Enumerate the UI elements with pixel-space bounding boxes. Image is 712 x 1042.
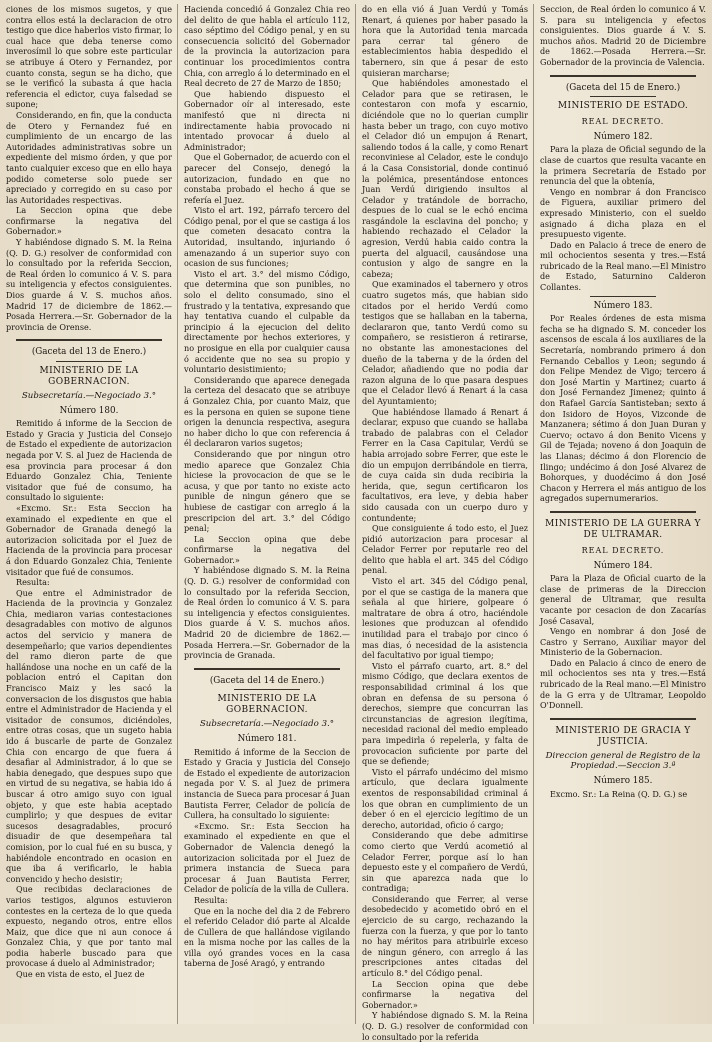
subsection-heading: Subsecretaría.—Negociado 3.°: [21, 391, 157, 401]
paragraph: Visto el párrafo cuarto, art. 8.° del mismo Código, que declara exentos de responsabilidad criminal á los que obran en defensa de su persona ó derechos, siempre que concurran las circunstancias de agresion ilegítima, necesidad racional del medio empleado para impedirla ó repelerla, y falta de provocacion suficiente por parte del que se defiende;: [362, 660, 528, 767]
subsection-heading: Subsecretaría.—Negociado 3.°: [199, 719, 335, 730]
gaceta-date: (Gaceta del 15 de Enero.): [565, 82, 681, 93]
column-1: [6, 4, 178, 1024]
paragraph: Que habiendo dispuesto el Gobernador oír al interesado, este manifestó que ni directa ni indirectamente habia provocado ni intentado provocar á duelo al Administrador;: [184, 88, 350, 152]
paragraph: Visto el art. 3.° del mismo Código, que determina que son punibles, no solo el delito consumado, sino el frustrado y la tentativa, expresando que hay tentativa cuando el culpable da principio á la ejecucion del delito directamente por hechos exteriores, y no prosigue en ella por cualquier causa ó accidente que no sea su propio y voluntario desistimiento;: [184, 268, 350, 375]
paragraph: Que consiguiente á todo esto, el Juez pidió autorizacion para procesar al Celador Ferrer por reputarle reo del delito que habla el art. 345 del Código penal.: [362, 523, 528, 576]
paragraph: Considerando que aparece denegada la certeza del desacato que se atribuye á Gonzalez Chia, por cuanto Maiz, que es la persona en quien se supone tiene origen la denuncia respectiva, asegura no haber dicho lo que con referencia á él declararon varios sugetos;: [184, 374, 350, 449]
paragraph: Seccion, de Real órden lo comunico á V. S. para su inteligencia y efectos consiguientes. Dios guarde á V. S. muchos años. Madrid 20 de Diciembre de 1862.—Posada Herrera.—Sr. Gobernador de la provincia de Valencia.: [540, 4, 706, 67]
paragraph: «Excmo. Sr.: Esta Seccion ha examinado el expediente en que el Gobernador de Granada denegó la autorizacion solicitada por el Juez de Hacienda de la provincia para procesar á don Eduardo Gonzalez Chia, Teniente visitador que fué de consumos.: [6, 502, 172, 577]
ministry-heading: MINISTERIO DE LA GOBERNACION.: [217, 694, 317, 716]
paragraph: Visto el párrafo undécimo del mismo artículo, que declara igualmente exentos de responsabilidad criminal á los que obran en cumplimiento de un deber ó en el ejercicio legítimo de un derecho, autoridad, oficio ó cargo;: [362, 766, 528, 830]
paragraph: Que en vista de esto, el Juez de: [16, 969, 145, 980]
paragraph: Que entre el Administrador de Hacienda de la provincia y Gonzalez Chia, mediaron varias contestaciones desagradables con motivo de algunos actos del servicio y manera de desempeñarlo; que varios dependientes del ramo dieron parte de que hallándose una noche en un café de la poblacion entró el Capitan don Francisco Maiz y les sacó la conversacion de los disgustos que habia entre el Administrador de Hacienda y el visitador de consumos, diciéndoles, entre otras cosas, que un sugeto habia ido á buscarle de parte de Gonzalez Chia con encargo de que fuera á desafiar al Administrador, á lo que se habia denegado, que despues supo que en virtud de su negativa, se habia ido á buscar á otro amigo suyo con igual objeto, y que este habia aceptado cumplirlo; y que despues de evitar sucesos desagradables, procuró disuadir de que desempeñara tal comision, por lo cual fué en su busca, y habiéndole encontrado en ocasion en que iba á verificarlo, le habia convencido y hecho desistir;: [6, 587, 172, 884]
gaceta-date: (Gaceta del 14 de Enero.): [209, 675, 325, 686]
subsection-heading: Direccion general de Registro de la Propiedad.—Seccion 3.ª: [545, 750, 701, 772]
paragraph: Hacienda concedió á Gonzalez Chia reo del delito de que habla el artículo 112, caso séptimo del Código penal, y en su consecuencia solicitó del Gobernador de la provincia la autorizacion para continuar los procedimientos contra Chia, con arreglo á lo determinado en el Real decreto de 27 de Marzo de 1850;: [184, 4, 350, 89]
section-divider: [16, 339, 162, 341]
column-3: [362, 4, 534, 1042]
paragraph: Que examinados el tabernero y otros cuatro sugetos más, que habian sido citados por el herido Verdú como testigos que se hallaban en la taberna, declararon que, tanto Verdú como su compañero, se resistieron á retirarse, no obstante las amonestaciones del dueño de la taberna y de la órden del Celador, añadiendo que no podia dar razon alguna de lo que pasara despues que el Celador llevó á Renart á la casa del Ayuntamiento;: [362, 279, 528, 406]
decree-heading: REAL DECRETO.: [581, 117, 665, 127]
column-4: [540, 4, 706, 1024]
section-divider: [550, 718, 696, 720]
number-heading: Número 180.: [59, 405, 119, 416]
number-heading: Número 185.: [593, 776, 653, 787]
paragraph: Por Reales órdenes de esta misma fecha se ha dignado S. M. conceder los ascensos de escala á los auxiliares de la Secretaría, nombrando primero á don Fernando Ceballos y Leon; segundo á don Felipe Mendez de Vigo; tercero á don José Martin y Martinez; cuarto á don José Fernandez Jimenez; quinto á don Rafael García Santisteban; sexto á don Isidoro de Hoyos, Vizconde de Manzanera; sétimo á don Juan Duran y Cuervo; octavo á don Benito Vicens y Gil de Tejada; noveno á don Joaquin de las Llanas; décimo á don Florencio de Ilingo; undécimo á don José Alvarez de Bohorques, y duodécimo á don José Chacon y Herrera el más antiguo de los agregados supernumerarios.: [540, 313, 706, 504]
paragraph: Para la Plaza de Oficial cuarto de la clase de primeras de la Direccion general de Ultramar, que resulta vacante por cesacion de don Zacarías José Casaval,: [540, 573, 706, 626]
paragraph: Remitido á informe de la Seccion de Estado y Gracia y Justicia del Consejo de Estado el expediente de autorizacion negada por V. S. al Juez de Hacienda de esa provincia para procesar á don Eduardo Gonzalez Chia, Teniente visitador que fué de consumo, ha consultado lo siguiente:: [6, 418, 172, 503]
paragraph: Y habiéndose dignado S. M. la Reina (Q. D. G.) resolver de conformidad con lo consultado por la referida: [362, 1010, 528, 1042]
paragraph: Visto el art. 345 del Código penal, por el que se castiga de la manera que señala al que hiriere, golpeare ó maltratare de obra á otro, haciéndole lesiones que produzcan al ofendido inutilidad para el trabajo por cinco ó mas dias, ó necesidad de la asistencia del facultativo por igual tiempo;: [362, 576, 528, 661]
number-heading: Número 183.: [593, 300, 653, 311]
paragraph: Dado en Palacio á trece de enero de mil ochocientos sesenta y tres.—Está rubricado de la Real mano.—El Ministro de Estado, Saturnino Calderon Collantes.: [540, 239, 706, 293]
paragraph: Considerando, en fin, que la conducta de Otero y Fernandez fué en cumplimiento de un encargo de las Autoridades administrativas sobre un expediente del mismo órden, y que por tanto cualquier exceso que en ello haya podido cometerse solo puede ser apreciado y corregido en su caso por las Autoridades respectivas.: [6, 109, 172, 205]
paragraph: Que recibidas declaraciones de varios testigos, algunos estuvieron contestes en la certeza de lo que queda expuesto, negando otros, entre ellos Maiz, que dice que ni aun conoce á Gonzalez Chia, y que por tanto mal podia haberle buscado para que provocase á duelo al Administrador;: [6, 884, 172, 969]
paragraph: Vengo en nombrar á don José de Castro y Serrano, Auxiliar mayor del Ministerio de la Gobernacion.: [540, 626, 706, 658]
paragraph: La Seccion opina que debe confirmarse la negativa del Gobernador.»: [362, 978, 528, 1010]
paragraph: La Seccion opina que debe confirmarse la negativa del Gobernador.»: [6, 205, 172, 237]
ministry-heading: MINISTERIO DE LA GUERRA Y DE ULTRAMAR.: [545, 518, 701, 540]
paragraph: Que habiéndoles amonestado el Celador para que se retirasen, le contestaron con mofa y escarnio, diciéndole que no lo querian cumplir hasta beber un trago, con cuyo motivo el Celador dió un empujon á Renart, saliendo todos á la calle, y como Renart reconviniese al Celador, este le condujo á la Casa Consistorial, donde continuó la polémica, presentándose entonces Juan Verdú dirigiendo insultos al Celador y tratándole de borracho, despues de lo cual se le echó encima rasgándole la esclavina del poncho; y habiendo rechazado el Celador la agresion, Verdú habia caido contra la puerta del alguacil, causándose una contusion y algo de sangre en la cabeza;: [362, 78, 528, 279]
number-heading: Número 182.: [593, 131, 653, 142]
paragraph: Y habiéndose dignado S. M. la Reina (Q. D. G.) resolver de conformidad con lo consultado por la referida Seccion, de Real órden lo comunico á V. S. para su inteligencia y efectos consiguientes. Dios guarde á V. S. muchos años. Madrid 17 de diciembre de 1862.—Posada Herrera.—Sr. Gobernador de la provincia de Orense.: [6, 237, 172, 332]
resulta-label: Resulta:: [16, 577, 50, 588]
resulta-label: Resulta:: [194, 894, 228, 905]
ministry-heading: MINISTERIO DE GRACIA Y JUSTICIA.: [555, 725, 691, 747]
paragraph: do en ella vió á Juan Verdú y Tomás Renart, á quienes por haber pasado la hora que la Autoridad tenia marcada para cerrar tal género de establecimientos habia despedido el tabernero, sin que á pesar de esto quisieran marcharse;: [362, 4, 528, 78]
number-heading: Número 181.: [237, 734, 297, 744]
paragraph: Que en la noche del dia 2 de Febrero el referido Celador dió parte al Alcalde de Cullera de que hallándose vigilando en la misma noche por las calles de la villa oyó grandes voces en la casa taberna de José Aragó, y entrando: [184, 905, 350, 969]
paragraph: Considerando que por ningun otro medio aparece que Gonzalez Chia hiciese la provocacion de que se le acusa, y que por tanto no existe acto punible de ningun género que se hubiese de castigar con arreglo á la prescripcion del art. 3.° del Código penal;: [184, 448, 350, 534]
paragraph: Que el Gobernador, de acuerdo con el parecer del Consejo, denegó la autorizacion, fundado en que no constaba probado el hecho á que se refería el Juez.: [184, 152, 350, 205]
paragraph: Vengo en nombrar á don Francisco de Figuera, auxiliar primero del expresado Ministerio, con el sueldo asignado á dicha plaza en el presupuesto vigente.: [540, 186, 706, 240]
gaceta-date: (Gaceta del 13 de Enero.): [31, 347, 147, 358]
paragraph: Y habiéndose dignado S. M. la Reina (Q. D. G.) resolver de conformidad con lo consultado por la referida Seccion, de Real órden lo comunico á V. S. para su inteligencia y efectos consiguientes. Dios guarde á V. S. muchos años. Madrid 20 de diciembre de 1862.—Posada Herrera.—Sr. Gobernador de la provincia de Granada.: [184, 565, 350, 661]
paragraph: Excmo. Sr.: La Reina (Q. D. G.) se: [550, 788, 688, 799]
divider: [590, 96, 656, 97]
paragraph: Considerando que debe admitirse como cierto que Verdú acometió al Celador Ferrer, porque así lo han depuesto este y el compañero de Verdú, sin que aparezca nada que lo contradiga;: [362, 830, 528, 894]
paragraph: Remitido á informe de la Seccion de Estado y Gracia y Justicia del Consejo de Estado el expediente de autorizacion negada por V. S. al Juez de primera instancia de Sueca para procesar á Juan Bautista Ferrer, Celador de policía de Cullera, ha consultado lo siguiente:: [184, 746, 350, 821]
paragraph: Dado en Palacio á cinco de enero de mil ochocientos ses nta y tres.—Está rubricado de la Real mano.—El Ministro de la G erra y de Ultramar, Leopoldo O'Donnell.: [540, 657, 706, 711]
ministry-heading: MINISTERIO DE ESTADO.: [557, 101, 689, 112]
paragraph: Visto el art. 192, párrafo tercero del Código penal, por el que se castiga á los que cometen desacato contra la Autoridad, insultando, injuriando ó amenazando á un superior suyo con ocasion de sus funciones;: [184, 205, 350, 269]
paragraph: ciones de los mismos sugetos, y que contra ellos está la declaracion de otro testigo que dice haberlos visto firmar, lo cual hace que deba tenerse como inverosímil lo que sobre este particular se atribuye á Otero y Fernandez, por cuanto consta, segun se ha dicho, que se le verificó la subasta á que hacia referencia el edictor, cuya falsedad se supone;: [6, 4, 172, 110]
number-heading: Número 184.: [593, 560, 653, 571]
section-divider: [194, 668, 340, 670]
paragraph: «Excmo. Sr.: Esta Seccion ha examinado el expediente en que el Gobernador de Valencia denegó la autorizacion solicitada por el Juez de primera instancia de Sueca para procesar á Juan Bautista Ferrer, Celador de policía de la villa de Cullera.: [184, 820, 350, 895]
decree-heading: REAL DECRETO.: [581, 545, 665, 555]
section-divider: [550, 511, 696, 513]
ministry-heading: MINISTERIO DE LA GOBERNACION.: [39, 366, 139, 387]
paragraph: Para la plaza de Oficial segundo de la clase de cuartos que resulta vacante en la primera Secretaría de Estado por renuncia del que la obtenía,: [540, 144, 706, 187]
paragraph: La Seccion opina que debe confirmarse la negativa del Gobernador.»: [184, 533, 350, 565]
paragraph: Que habiéndose llamado á Renart á declarar, expuso que cuando se hallaba trabado de palabras con el Celador Ferrer en la Casa Capitular, Verdú se habia arrojado sobre Ferrer, que este le dio un empujon derribándole en tierra, de cuya caida sin duda recibiria la herida, que, segun certificaron los facultativos, era leve, y debia haber sido causada con un cuerpo duro y contundente;: [362, 406, 528, 523]
section-divider: [550, 75, 696, 77]
divider: [56, 361, 122, 362]
column-2: [184, 4, 356, 1024]
divider: [590, 296, 656, 297]
divider: [234, 689, 300, 690]
paragraph: Considerando que Ferrer, al verse desobedecido y acometido obró en el ejercicio de su cargo, rechazando la fuerza con la fuerza, y que por lo tanto no hay méritos para atribuirle exceso de ningun género, con arreglo á las prescripciones antes citadas del artículo 8.° del Código penal.: [362, 893, 528, 979]
